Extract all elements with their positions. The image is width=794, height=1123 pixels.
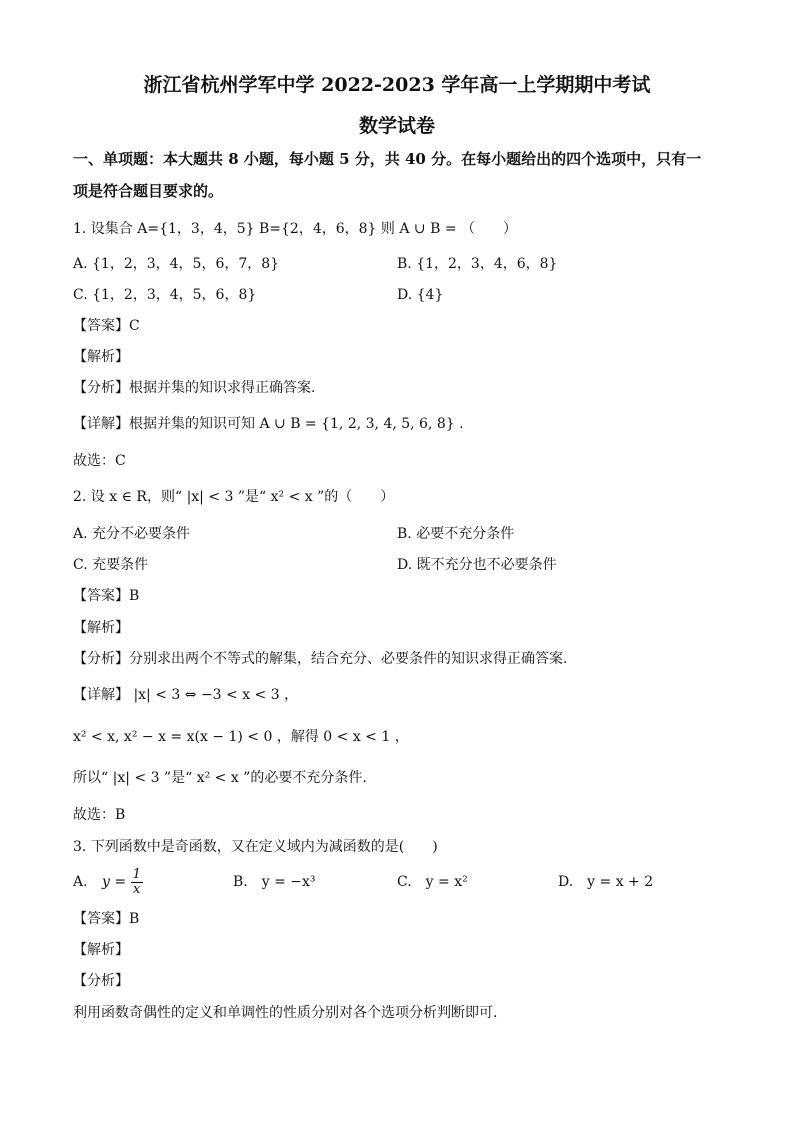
fraction-numerator: 1	[132, 866, 141, 882]
q1-choice: 故选：C	[73, 453, 126, 469]
q1-option-b: B. {1，2，3，4，6，8}	[397, 256, 558, 272]
q3-option-a-label: A.	[73, 874, 88, 890]
q3-stem: 3. 下列函数中是奇函数，又在定义域内为减函数的是( )	[73, 839, 438, 855]
q3-option-a-lhs: y =	[102, 874, 127, 890]
q1-stem: 1. 设集合 A={1，3，4，5} B={2，4，6，8} 则 A ∪ B = （ ）	[73, 221, 518, 237]
q3-answer: 【答案】B	[73, 911, 140, 927]
document-subtitle: 数学试卷	[358, 115, 435, 137]
q2-choice: 故选：B	[73, 807, 126, 823]
q3-option-a	[73, 864, 143, 900]
q2-step-3: 所以“ |x| < 3 ”是“ x² < x ”的必要不充分条件.	[73, 770, 367, 786]
q2-option-d: D. 既不充分也不必要条件	[397, 557, 557, 573]
q2-stem: 2. 设 x ∈ R，则“ |x| < 3 ”是“ x² < x ”的（ ）	[73, 489, 395, 505]
q2-step-2: x² < x, x² − x = x(x − 1) < 0 ，解得 0 < x < 1 ，	[73, 729, 409, 745]
q3-option-c: C. y = x²	[397, 874, 468, 890]
q3-analysis-label: 【解析】	[73, 942, 129, 958]
q2-answer: 【答案】B	[73, 588, 140, 604]
q2-fenxi: 【分析】分别求出两个不等式的解集，结合充分、必要条件的知识求得正确答案.	[73, 651, 568, 667]
q1-option-d: D. {4}	[397, 287, 444, 303]
q3-fenxi-label: 【分析】	[73, 973, 129, 989]
q1-answer: 【答案】C	[73, 318, 140, 334]
q2-option-b: B. 必要不充分条件	[397, 526, 515, 542]
q1-analysis-label: 【解析】	[73, 349, 129, 365]
section-heading-cont: 项是符合题目要求的。	[73, 182, 224, 200]
q1-xiangjie: 【详解】根据并集的知识可知 A ∪ B = {1, 2, 3, 4, 5, 6, 8} .	[73, 416, 464, 432]
q1-option-c: C. {1，2，3，4，5，6，8}	[73, 287, 257, 303]
fraction-denominator: x	[133, 881, 141, 897]
q2-option-a: A. 充分不必要条件	[73, 526, 191, 542]
q2-analysis-label: 【解析】	[73, 620, 129, 636]
q3-option-b: B. y = −x³	[233, 874, 316, 890]
q1-fenxi: 【分析】根据并集的知识求得正确答案.	[73, 380, 316, 396]
q3-fenxi-text: 利用函数奇偶性的定义和单调性的性质分别对各个选项分析判断即可.	[73, 1005, 498, 1021]
section-heading: 一、单项题：本大题共 8 小题，每小题 5 分，共 40 分。在每小题给出的四个选项中，只有一	[73, 150, 702, 168]
q2-xiangjie: 【详解】 |x| < 3 ⇔ −3 < x < 3 ，	[73, 687, 299, 703]
document-title: 浙江省杭州学军中学 2022-2023 学年高一上学期期中考试	[143, 74, 651, 96]
q3-option-a-fraction	[131, 868, 143, 897]
q2-option-c: C. 充要条件	[73, 557, 149, 573]
q1-option-a: A. {1，2，3，4，5，6，7，8}	[73, 256, 280, 272]
q3-option-d: D. y = x + 2	[558, 874, 654, 890]
